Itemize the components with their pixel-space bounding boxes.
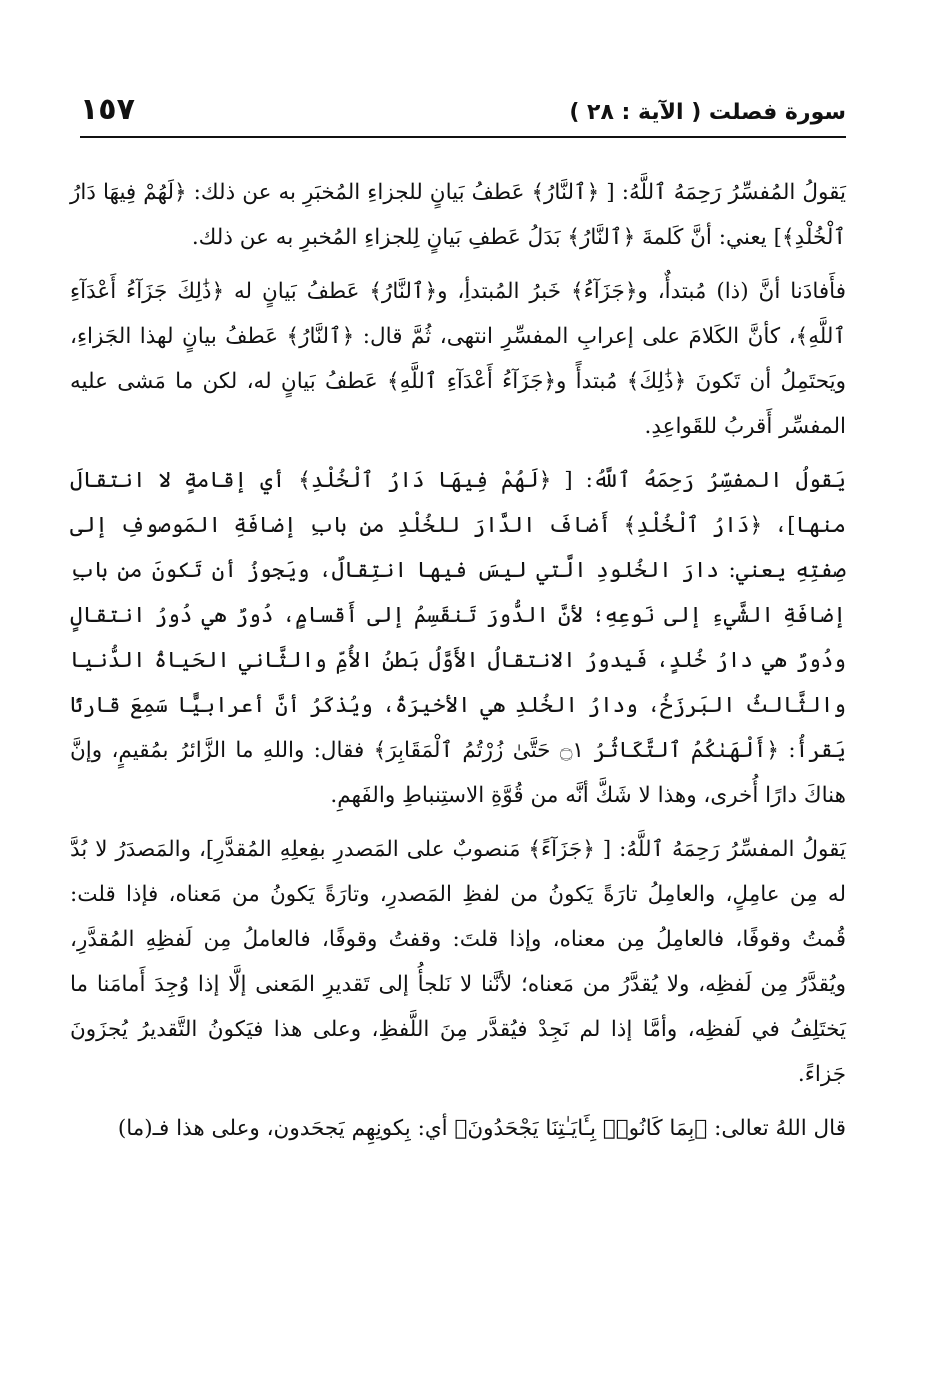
running-title: سورة فصلت ( الآية : ٢٨ ) [569, 100, 846, 125]
paragraph: يَقولُ المُفسِّرُ رَحِمَهُ ٱللَّهُ: [ ﴿ٱلنَّارُ﴾ عَطفُ بَيانٍ للجزاءِ المُخبَرِ به عن ذلك: ﴿لَهُمْ فِيهَا دَارُ ٱلْخُلْدِ﴾] يعني: أنَّ كَلمةَ ﴿ٱلنَّارُ﴾ بَدَلُ عَطفِ بَيانٍ لِلجزاءِ المُخبرِ به عن ذلك. [70, 180, 846, 250]
page-header [80, 92, 846, 136]
header-divider [80, 136, 846, 138]
paragraph: يَقولُ المفسِّرُ رَحِمَهُ ٱللَّهُ: [ ﴿لَهُمْ فِيهَا دَارُ ٱلْخُلْدِ﴾ أي إقامةٍ لا انتقالَ منها]، ﴿دَارُ ٱلْخُلْدِ﴾ أَضافَ الدَّارَ للخُلْدِ من بابِ إضافَةِ المَوصوفِ إلى صِفتِهِ يعني: دارَ الخُلودِ الَّتي ليسَ فيها انتِقالٌ، ويَجوزُ أن تَكونَ من بابِ إضافَةِ الشَّيءِ إلى نَوعِهِ؛ لأنَّ الدُّورَ تَنقَسِمُ إلى أَقسامٍ، دُورٌ هي دُورُ انتقالٍ ودُورٌ هي دارُ خُلدٍ، فَيدورُ الانتقالُ الأَوَّلُ بَطنُ الأُمِّ والثَّاني الحَياةُ الدُّنيا والثَّالثُ البَرزَخُ، ودارُ الخُلدِ هي الأخيرَةُ، ويُذكَرُ أنَّ أعرابيًّا سَمِعَ قارئًا يَقرأُ: ﴿أَلْهَىٰكُمُ ٱلتَّكَاثُرُ ۝١ حَتَّىٰ زُرْتُمُ ٱلْمَقَابِرَ﴾ فقال: واللهِ ما الزَّائرُ بمُقيمٍ، وإنَّ هناكَ دارًا أُخرى، وهذا لا شَكَّ أنَّه من قُوَّةِ الاستِنباطِ والفَهمِ. [70, 468, 847, 808]
paragraph: قال اللهُ تعالى: ﴿بِمَا كَانُوا۟ بِـَٔايَـٰتِنَا يَجْحَدُونَ﴾ أي: بِكونِهِم يَجحَدون، وعلى هذا فـ(ما) [117, 1116, 846, 1141]
paragraph: فأَفادَنا أنَّ (ذا) مُبتدأٌ، و﴿جَزَآءُ﴾ خَبرُ المُبتدأِ، و﴿ٱلنَّارُ﴾ عَطفُ بَيانٍ له ﴿ذَٰلِكَ جَزَآءُ أَعْدَآءِ ٱللَّهِ﴾، كأنَّ الكَلامَ على إعرابِ المفسِّرِ انتهى، ثُمَّ قال: ﴿ٱلنَّارُ﴾ عَطفُ بيانٍ لهذا الجَزاءِ، ويَحتَمِلُ أن تَكونَ ﴿ذَٰلِكَ﴾ مُبتدأً و﴿جَزَآءُ أَعْدَآءِ ٱللَّهِ﴾ عَطفُ بَيانٍ له، لكن ما مَشى عليه المفسِّر أَقربُ للقَواعِدِ. [70, 279, 846, 439]
body-text [70, 170, 846, 1151]
page-number: ١٥٧ [80, 92, 135, 127]
paragraph: يَقولُ المفسِّرُ رَحِمَهُ ٱللَّهُ: [ ﴿جَزَآءً﴾ مَنصوبٌ على المَصدرِ بفِعلِهِ المُقدَّرِ]، والمَصدَرُ لا بُدَّ له مِن عامِلٍ، والعامِلُ تارَةً يَكونُ من لفظِ المَصدرِ، وتارَةً يَكونُ من مَعناه، فإذا قلت: قُمتُ وقوفًا، فالعامِلُ مِن معناه، وإذا قلتَ: وقفتُ وقوفًا، فالعاملُ مِن لَفظِهِ المُقدَّرِ، ويُقدَّرُ مِن لَفظِه، ولا يُقدَّرُ من مَعناه؛ لأنَّنا لا نَلجأُ إلى تَقديرِ المَعنى إلَّا إذا وُجِدَ أَمامَنا ما يَختَلِفُ في لَفظِه، وأمَّا إذا لم نَجِدْ فيُقدَّر مِنَ اللَّفظِ، وعلى هذا فيَكونُ التَّقديرُ يُجزَونَ جَزاءً. [70, 837, 846, 1087]
